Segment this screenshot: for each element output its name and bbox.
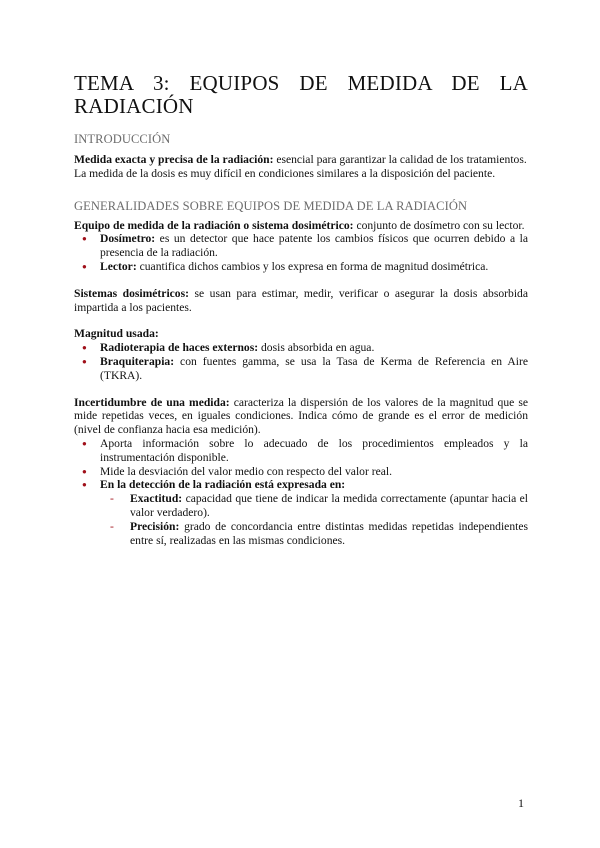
equipo-paragraph [74, 219, 528, 233]
intro-term: Medida exacta y precisa de la radiación: [74, 153, 274, 166]
page-title [74, 72, 528, 118]
sistemas-paragraph [74, 287, 528, 315]
equipo-list [74, 232, 528, 273]
list-item-radioterapia [74, 341, 528, 355]
list-item-lector [74, 260, 528, 274]
list-item-text: dosis absorbida en agua. [258, 341, 375, 355]
list-item-text: es un detector que hace patente los cambios físicos que ocurren debido a la presencia de la radiación. [100, 232, 528, 260]
sublist-item-precision [74, 520, 528, 548]
list-item-text: Aporta información sobre lo adecuado de los procedimientos empleados y la instrumentación disponible. [100, 436, 528, 464]
list-item-dosimetro [74, 232, 528, 260]
sublist-item-exactitud [74, 492, 528, 520]
list-item-text: con fuentes gamma, se usa la Tasa de Kerma de Referencia en Aire (TKRA). [100, 354, 528, 382]
list-item-term: Lector: [100, 259, 137, 273]
page-number: 1 [518, 796, 524, 810]
document-page [74, 72, 528, 547]
equipo-definition: conjunto de dosímetro con su lector. [353, 218, 525, 232]
incertidumbre-term: Incertidumbre de una medida: [74, 395, 230, 409]
list-item-mide [74, 465, 528, 479]
sublist-item-term: Exactitud: [130, 492, 183, 506]
intro-definition: esencial para garantizar la calidad de los tratamientos. [273, 153, 527, 166]
magnitud-term: Magnitud usada: [74, 327, 159, 341]
title-line-2: RADIACIÓN [74, 94, 194, 118]
sublist-item-term: Precisión: [130, 519, 180, 533]
list-item-text: cuantifica dichos cambios y los expresa en forma de magnitud dosimétrica. [136, 259, 489, 273]
section-heading-intro: INTRODUCCIÓN [74, 132, 171, 146]
list-item-braquiterapia [74, 355, 528, 383]
magnitud-paragraph [74, 327, 528, 341]
intro-paragraph-2: La medida de la dosis es muy difícil en condiciones similares a la disposición del paciente. [74, 166, 496, 180]
list-item-aporta [74, 437, 528, 465]
sistemas-term: Sistemas dosimétricos: [74, 286, 189, 300]
equipo-term: Equipo de medida de la radiación o sistema dosimétrico: [74, 218, 354, 232]
intro-paragraph-1 [74, 153, 528, 167]
list-item-term: Radioterapia de haces externos: [100, 341, 259, 355]
incertidumbre-list [74, 437, 528, 547]
sistemas-definition: se usan para estimar, medir, verificar o asegurar la dosis absorbida impartida a los pacientes. [74, 286, 528, 314]
incertidumbre-paragraph [74, 396, 528, 437]
incertidumbre-definition: caracteriza la dispersión de los valores de la magnitud que se mide repetidas veces, en iguales condiciones. Indica cómo de grande es el error de medición (nivel de confianza hacia esa medición). [74, 395, 528, 437]
sublist-item-text: grado de concordancia entre distintas medidas repetidas independientes entre sí, realizadas en las mismas condiciones. [130, 519, 528, 547]
list-item-term: En la detección de la radiación está expresada en: [100, 478, 346, 492]
list-item-term: Dosímetro: [100, 232, 156, 246]
list-item-term: Braquiterapia: [100, 354, 175, 368]
list-item-deteccion [74, 478, 528, 492]
magnitud-list [74, 341, 528, 382]
sublist-item-text: capacidad que tiene de indicar la medida correctamente (apuntar hacia el valor verdadero). [130, 492, 528, 519]
list-item-text: Mide la desviación del valor medio con respecto del valor real. [100, 464, 392, 478]
section-heading-generalidades: GENERALIDADES SOBRE EQUIPOS DE MEDIDA DE LA RADIACIÓN [74, 198, 468, 213]
title-line-1: TEMA 3: EQUIPOS DE MEDIDA DE LA [74, 71, 528, 95]
